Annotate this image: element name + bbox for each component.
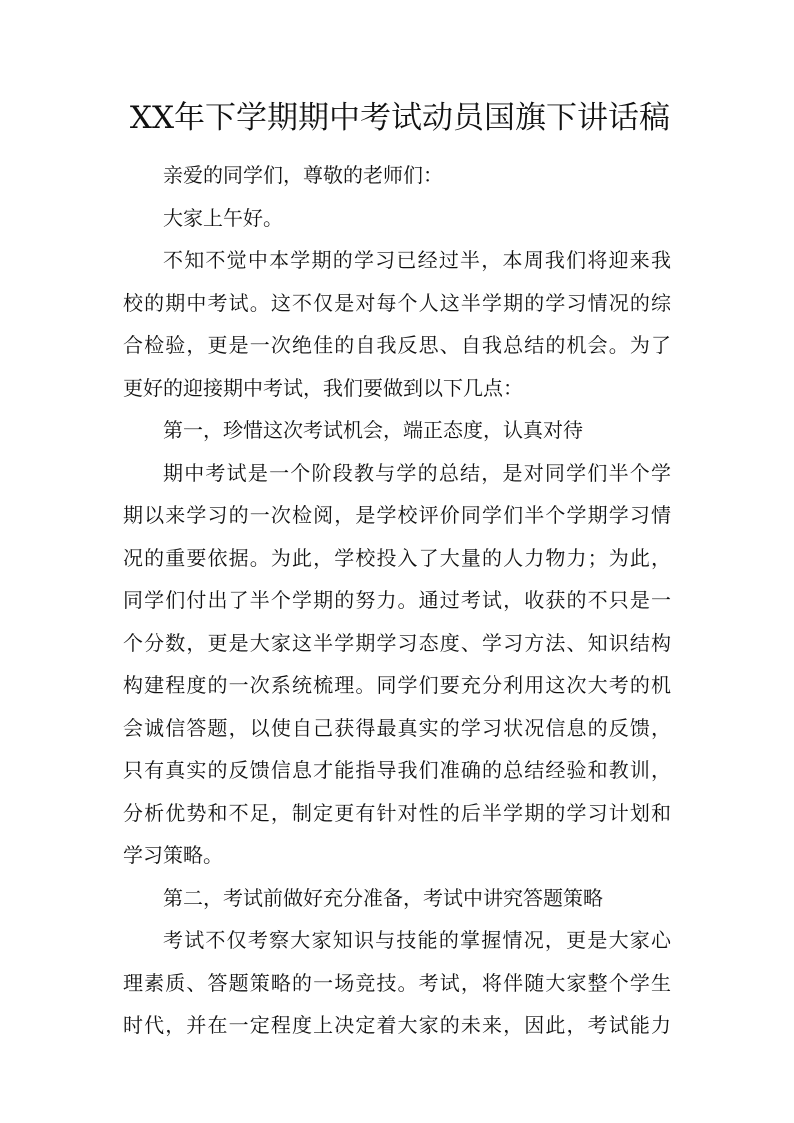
text-line: 时代，并在一定程度上决定着大家的未来，因此，考试能力	[123, 1013, 671, 1037]
text-line: 亲爱的同学们，尊敬的老师们：	[163, 163, 443, 187]
text-line: 个分数，更是大家这半学期学习态度、学习方法、知识结构	[123, 630, 671, 655]
text-line: 合检验，更是一次绝佳的自我反思、自我总结的机会。为了	[123, 333, 671, 357]
text-line: 考试不仅考察大家知识与技能的掌握情况，更是大家心	[163, 928, 671, 952]
text-line: 更好的迎接期中考试，我们要做到以下几点：	[123, 375, 523, 400]
text-line: 分析优势和不足，制定更有针对性的后半学期的学习计划和	[123, 800, 671, 825]
text-line: 理素质、答题策略的一场竞技。考试，将伴随大家整个学生	[123, 970, 671, 995]
text-line: 期以来学习的一次检阅，是学校评价同学们半个学期学习情	[123, 503, 671, 527]
text-line: 况的重要依据。为此，学校投入了大量的人力物力；为此，	[123, 545, 671, 570]
text-line: 期中考试是一个阶段教与学的总结，是对同学们半个学	[163, 460, 671, 485]
text-line: 只有真实的反馈信息才能指导我们准确的总结经验和教训，	[123, 758, 671, 782]
text-line: 不知不觉中本学期的学习已经过半，本周我们将迎来我	[163, 248, 671, 272]
document-body	[123, 154, 671, 1047]
text-line: 第一，珍惜这次考试机会，端正态度，认真对待	[163, 418, 583, 442]
text-line: 会诚信答题，以使自己获得最真实的学习状况信息的反馈，	[123, 715, 671, 740]
document-title: XX年下学期期中考试动员国旗下讲话稿	[129, 100, 671, 136]
text-line: 构建程度的一次系统梳理。同学们要充分利用这次大考的机	[123, 673, 671, 697]
text-line: 学习策略。	[123, 843, 223, 867]
text-line: 校的期中考试。这不仅是对每个人这半学期的学习情况的综	[123, 290, 671, 315]
text-line: 第二，考试前做好充分准备，考试中讲究答题策略	[163, 885, 603, 910]
text-line: 大家上午好。	[163, 205, 283, 230]
text-line: 同学们付出了半个学期的努力。通过考试，收获的不只是一	[123, 588, 671, 612]
